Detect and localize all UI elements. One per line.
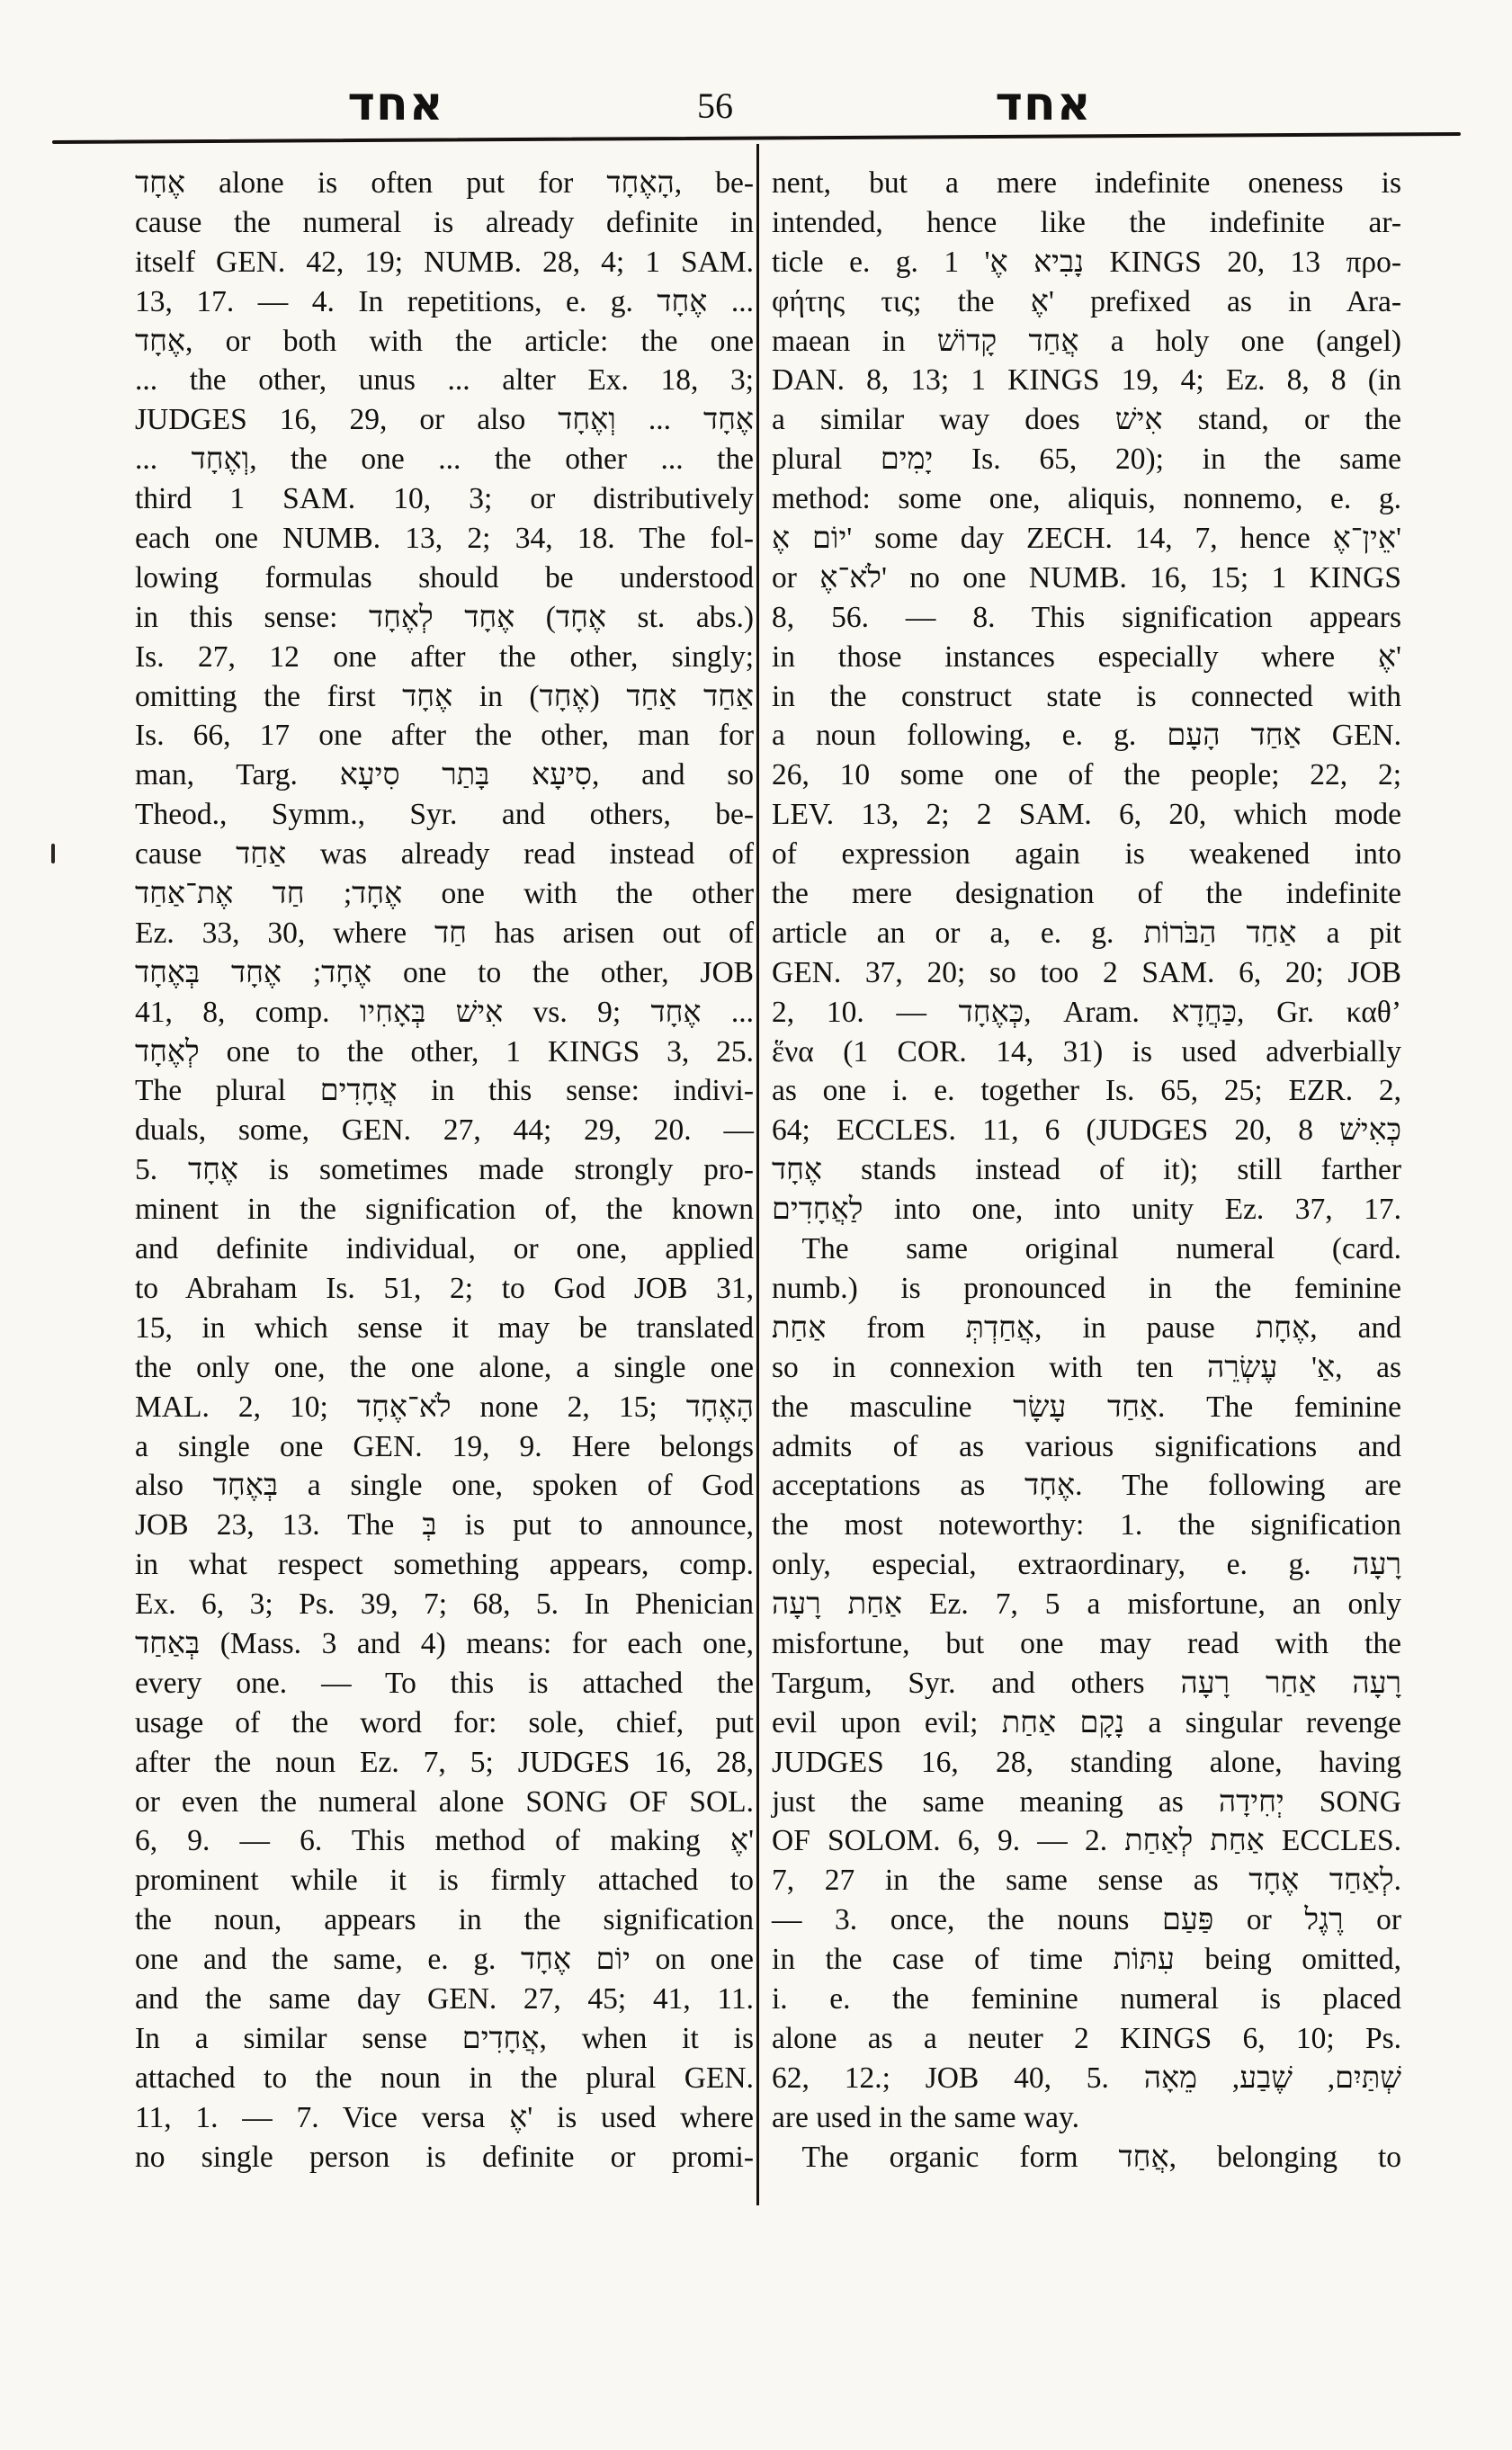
text-line: usage of the word for: sole, chief, put: [135, 1705, 754, 1739]
text-line: admits of as various significations and: [772, 1429, 1401, 1463]
text-line: the masculine אַחַד עָשָׂר. The feminine: [772, 1390, 1401, 1424]
text-line: omitting the first אֶחָד in אַחַד אַחַד (אֶחָד): [135, 679, 755, 713]
text-line: cause אַחַד was already read instead of: [135, 837, 754, 872]
text-line: Is. 66, 17 one after the other, man for: [135, 719, 754, 753]
text-line: also בְּאֶחָד a single one, spoken of God: [135, 1469, 754, 1503]
text-line: i. e. the feminine numeral is placed: [772, 1981, 1401, 2016]
text-line: of expression again is weakened into: [772, 837, 1401, 872]
text-line: to Abraham Is. 51, 2; to God JOB 31,: [135, 1271, 754, 1305]
text-line: a similar way does אִישׁ stand, or the: [772, 403, 1401, 437]
text-line: are used in the same way.: [772, 2100, 1080, 2134]
text-line: man, Targ. סִיעָא בָּתַר סִיעָא, and so: [135, 758, 754, 792]
text-line: OF SOLOM. 6, 9. — 2. אַחַת לְאַחַת ECCLES.: [772, 1824, 1402, 1858]
text-line: 15, in which sense it may be translated: [135, 1310, 754, 1345]
text-line: or even the numeral alone SONG OF SOL.: [135, 1784, 754, 1819]
text-line: אֶחָד; אֶחָד בְּאֶחָד one to the other, JOB: [135, 955, 754, 989]
text-line: misfortune, but one may read with the: [772, 1626, 1401, 1660]
text-line: אַחַת from אֲחַדְתְּ, in pause אֶחָת, and: [772, 1310, 1401, 1345]
text-line: JUDGES 16, 29, or also אֶחָד ... וְאֶחָד: [135, 403, 754, 437]
text-line: — 3. once, the nouns פַּעַם or רֶגֶל or: [772, 1903, 1401, 1937]
text-line: LEV. 13, 2; 2 SAM. 6, 20, which mode: [772, 798, 1401, 832]
text-line: attached to the noun in the plural GEN.: [135, 2061, 754, 2095]
text-line: and the same day GEN. 27, 45; 41, 11.: [135, 1981, 754, 2016]
text-line: 62, 12.; JOB 40, 5. שְׁתַּיִם, שֶׁבַע, מֵאָה: [772, 2061, 1401, 2095]
text-line: ticle e. g. נָבִיא אֶ' 1 KINGS 20, 13 προ-: [772, 245, 1402, 279]
text-line: 64; ECCLES. 11, 6 (JUDGES 20, 8 כְּאִישׁ: [772, 1113, 1401, 1148]
text-line: 13, 17. — 4. In repetitions, e. g. אֶחָד ...: [135, 284, 755, 318]
text-line: אֶחָד, or both with the article: the one: [135, 324, 754, 358]
text-line: itself GEN. 42, 19; NUMB. 28, 4; 1 SAM.: [135, 245, 754, 279]
text-line: ... וְאֶחָד, the one ... the other ... the: [135, 443, 755, 477]
text-line: the only one, the one alone, a single one: [135, 1350, 754, 1384]
text-line: a single one GEN. 19, 9. Here belongs: [135, 1429, 754, 1463]
text-line: duals, some, GEN. 27, 44; 29, 20. —: [135, 1113, 754, 1148]
text-line: 7, 27 in the same sense as לְאַחַד אֶחָד.: [772, 1864, 1401, 1898]
text-line: 5. אֶחָד is sometimes made strongly pro-: [135, 1153, 754, 1187]
text-line: alone as a neuter 2 KINGS 6, 10; Ps.: [772, 2021, 1401, 2055]
text-line: in the construct state is connected with: [772, 679, 1401, 713]
text-line: Ex. 6, 3; Ps. 39, 7; 68, 5. In Phenician: [135, 1587, 754, 1622]
text-line: the mere designation of the indefinite: [772, 877, 1401, 911]
text-line: in those instances especially where אֶ': [772, 639, 1401, 674]
text-line: evil upon evil; נָקָם אַחַת a singular revenge: [772, 1705, 1402, 1739]
text-line: only, especial, extraordinary, e. g. רָעָה: [772, 1548, 1401, 1582]
header-hebrew-word-left: אחד: [347, 77, 444, 131]
text-line: so in connexion with ten אַ' עֶשְׂרֵה, as: [772, 1350, 1402, 1384]
text-line: 26, 10 some one of the people; 22, 2;: [772, 758, 1401, 792]
text-line: as one i. e. together Is. 65, 25; EZR. 2,: [772, 1074, 1401, 1108]
text-line: lowing formulas should be understood: [135, 560, 754, 595]
text-line: the noun, appears in the signification: [135, 1903, 754, 1937]
text-line: אַחַת רָעָה Ez. 7, 5 a misfortune, an only: [772, 1587, 1401, 1622]
text-line: after the noun Ez. 7, 5; JUDGES 16, 28,: [135, 1745, 754, 1779]
text-line: intended, hence like the indefinite ar-: [772, 205, 1401, 239]
text-line: The organic form אֲחַד, belonging to: [772, 2140, 1402, 2174]
text-line: Is. 27, 12 one after the other, singly;: [135, 639, 754, 674]
text-line: in what respect something appears, comp.: [135, 1548, 754, 1582]
text-line: minent in the signification of, the known: [135, 1193, 754, 1227]
text-line: 2, 10. — כְּאֶחָד, Aram. כַּחֲדָא, Gr. καθ’: [772, 995, 1401, 1029]
text-line: DAN. 8, 13; 1 KINGS 19, 4; Ez. 8, 8 (in: [772, 363, 1401, 398]
text-line: in the case of time עִתּוֹת being omitted,: [772, 1943, 1402, 1977]
left-column: [135, 164, 754, 2177]
text-line: cause the numeral is already definite in: [135, 205, 754, 239]
text-line: The same original numeral (card.: [772, 1232, 1401, 1266]
text-line: and definite individual, or one, applied: [135, 1232, 754, 1266]
text-line: article an or a, e. g. אַחַד הַבֹּרוֹת a pit: [772, 916, 1401, 950]
text-line: JUDGES 16, 28, standing alone, having: [772, 1745, 1401, 1779]
text-line: every one. — To this is attached the: [135, 1666, 754, 1700]
text-line: just the same meaning as יְחִידָה SONG: [772, 1784, 1401, 1819]
text-line: Theod., Symm., Syr. and others, be-: [135, 798, 754, 832]
text-line: third 1 SAM. 10, 3; or distributively: [135, 482, 754, 516]
text-line: one and the same, e. g. יוֹם אֶחָד on one: [135, 1943, 754, 1977]
text-line: method: some one, aliquis, nonnemo, e. g.: [772, 482, 1401, 516]
text-line: no single person is definite or promi-: [135, 2140, 754, 2174]
right-column: [772, 164, 1401, 2177]
text-line: GEN. 37, 20; so too 2 SAM. 6, 20; JOB: [772, 955, 1401, 989]
text-line: in this sense: אֶחָד לְאֶחָד (אֶחָד st. abs.): [135, 600, 755, 634]
text-line: ... the other, unus ... alter Ex. 18, 3;: [135, 363, 754, 398]
text-line: JOB 23, 13. The בְּ is put to announce,: [135, 1508, 754, 1542]
scan-speck: [51, 844, 55, 863]
text-line: acceptations as אֶחָד. The following are: [772, 1469, 1401, 1503]
text-line: אֶחָד alone is often put for הָאֶחָד, be-: [135, 166, 754, 200]
header-hebrew-word-right: אחד: [995, 77, 1092, 131]
text-line: 6, 9. — 6. This method of making אֶ': [135, 1824, 754, 1858]
text-line: MAL. 2, 10; לֹא־אֶחָד none 2, 15; הָאֶחָד: [135, 1390, 754, 1424]
text-line: numb.) is pronounced in the feminine: [772, 1271, 1401, 1305]
text-line: or לֹא־אֶ' no one NUMB. 16, 15; 1 KINGS: [772, 560, 1402, 595]
text-line: לְאֶחָד one to the other, 1 KINGS 3, 25.: [135, 1034, 754, 1069]
text-line: plural יָמִים Is. 65, 20); in the same: [772, 443, 1401, 477]
text-line: each one NUMB. 13, 2; 34, 18. The fol-: [135, 522, 754, 556]
text-line: ἕνα (1 COR. 14, 31) is used adverbially: [772, 1034, 1401, 1069]
text-line: Ez. 33, 30, where חַד has arisen out of: [135, 916, 754, 950]
text-line: maean in אֲחַד קָדוֹשׁ a holy one (angel): [772, 324, 1402, 358]
column-divider: [756, 144, 759, 2205]
text-line: לַאֲחָדִים into one, into unity Ez. 37, 17.: [772, 1193, 1401, 1227]
text-line: אֶחָד; חַד אֶת־אַחַד one with the other: [135, 877, 755, 911]
text-line: בְּאַחַד (Mass. 3 and 4) means: for each one,: [135, 1626, 754, 1660]
text-line: יוֹם אֶ' some day ZECH. 14, 7, hence אֵין־אֶ': [772, 522, 1401, 556]
text-line: 8, 56. — 8. This signification appears: [772, 600, 1401, 634]
text-line: אֶחָד stands instead of it); still farther: [772, 1153, 1401, 1187]
text-line: prominent while it is firmly attached to: [135, 1864, 754, 1898]
text-line: 11, 1. — 7. Vice versa אֶ' is used where: [135, 2100, 755, 2134]
text-line: Targum, Syr. and others רָעָה אַחַר רָעָה: [772, 1666, 1402, 1700]
text-line: nent, but a mere indefinite oneness is: [772, 166, 1401, 200]
text-line: In a similar sense אֲחָדִים, when it is: [135, 2021, 754, 2055]
text-line: the most noteworthy: 1. the signification: [772, 1508, 1401, 1542]
text-line: The plural אֲחָדִים in this sense: indivi-: [135, 1074, 754, 1108]
page-header: [0, 76, 1512, 139]
text-line: 41, 8, comp. אִישׁ בְּאָחִיו vs. 9; אֶחָד ...: [135, 995, 754, 1029]
text-line: φήτης τις; the אֶ' prefixed as in Ara-: [772, 284, 1401, 318]
text-line: a noun following, e. g. אַחַד הָעָם GEN.: [772, 719, 1401, 753]
page-number: 56: [697, 85, 733, 126]
